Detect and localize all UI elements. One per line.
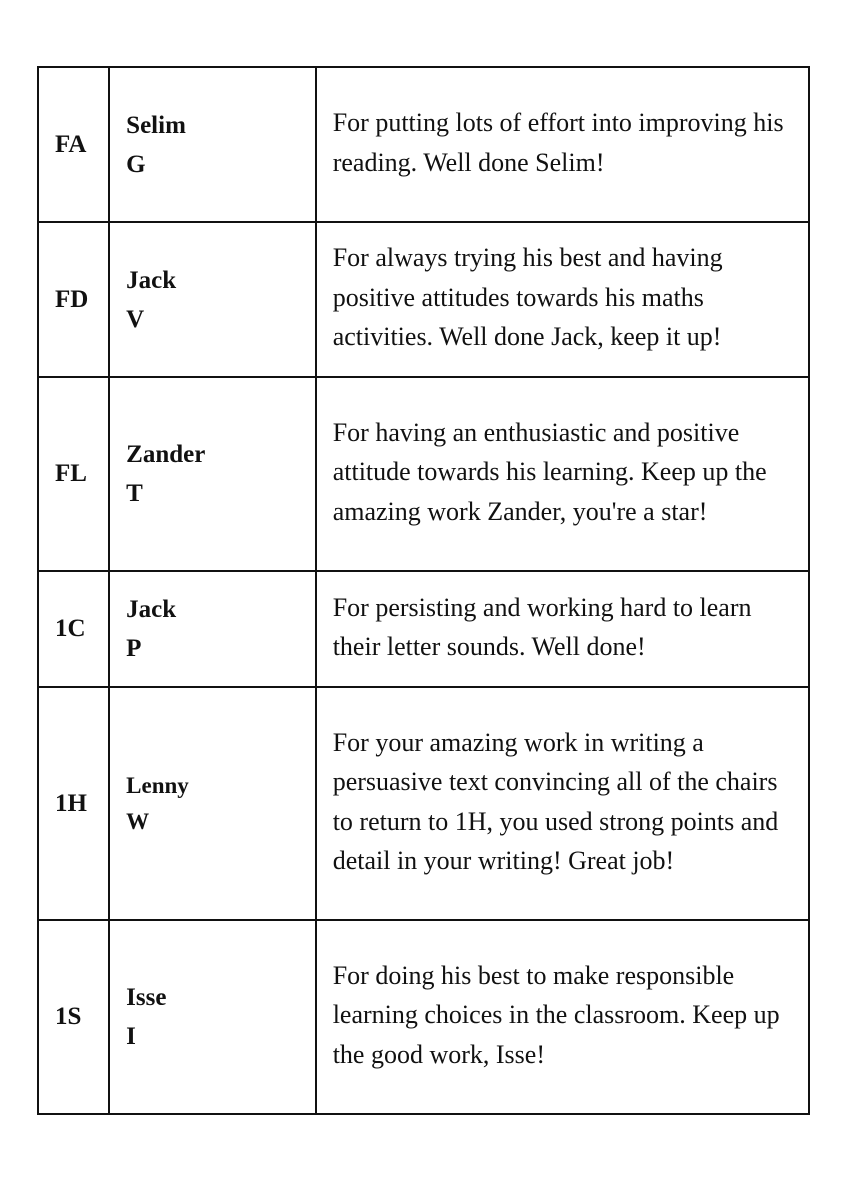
award-reason: For having an enthusiastic and positive attitude towards his learning. Keep up the amazing work Zander, you're a star! bbox=[316, 377, 809, 571]
student-first-name: Jack bbox=[126, 596, 177, 623]
class-code: 1C bbox=[38, 571, 109, 687]
table-row bbox=[38, 67, 809, 222]
student-first-name: Isse bbox=[126, 984, 167, 1011]
student-first-name: Zander bbox=[126, 441, 206, 468]
student-name bbox=[109, 222, 316, 377]
table-row bbox=[38, 920, 809, 1114]
award-reason: For always trying his best and having positive attitudes towards his maths activities. Well done Jack, keep it up! bbox=[316, 222, 809, 377]
table-row bbox=[38, 687, 809, 920]
student-initial: P bbox=[126, 635, 142, 662]
student-name bbox=[109, 377, 316, 571]
class-code: FA bbox=[38, 67, 109, 222]
table-row bbox=[38, 571, 809, 687]
student-first-name: Lenny bbox=[126, 772, 189, 798]
class-code: FD bbox=[38, 222, 109, 377]
awards-table bbox=[37, 66, 810, 1115]
table-row bbox=[38, 222, 809, 377]
class-code: FL bbox=[38, 377, 109, 571]
award-reason: For persisting and working hard to learn their letter sounds. Well done! bbox=[316, 571, 809, 687]
student-initial: T bbox=[126, 480, 143, 507]
award-reason: For your amazing work in writing a persuasive text convincing all of the chairs to return to 1H, you used strong points and detail in your writing! Great job! bbox=[316, 687, 809, 920]
student-name bbox=[109, 920, 316, 1114]
student-initial: V bbox=[126, 305, 145, 333]
class-code: 1H bbox=[38, 687, 109, 920]
student-name bbox=[109, 67, 316, 222]
student-first-name: Jack bbox=[126, 266, 177, 294]
student-name bbox=[109, 687, 316, 920]
table-row bbox=[38, 377, 809, 571]
student-initial: G bbox=[126, 150, 146, 178]
student-initial: W bbox=[126, 808, 150, 834]
student-name bbox=[109, 571, 316, 687]
class-code: 1S bbox=[38, 920, 109, 1114]
award-reason: For doing his best to make responsible learning choices in the classroom. Keep up the good work, Isse! bbox=[316, 920, 809, 1114]
student-first-name: Selim bbox=[126, 111, 186, 139]
student-initial: I bbox=[126, 1023, 136, 1050]
award-reason: For putting lots of effort into improving his reading. Well done Selim! bbox=[316, 67, 809, 222]
